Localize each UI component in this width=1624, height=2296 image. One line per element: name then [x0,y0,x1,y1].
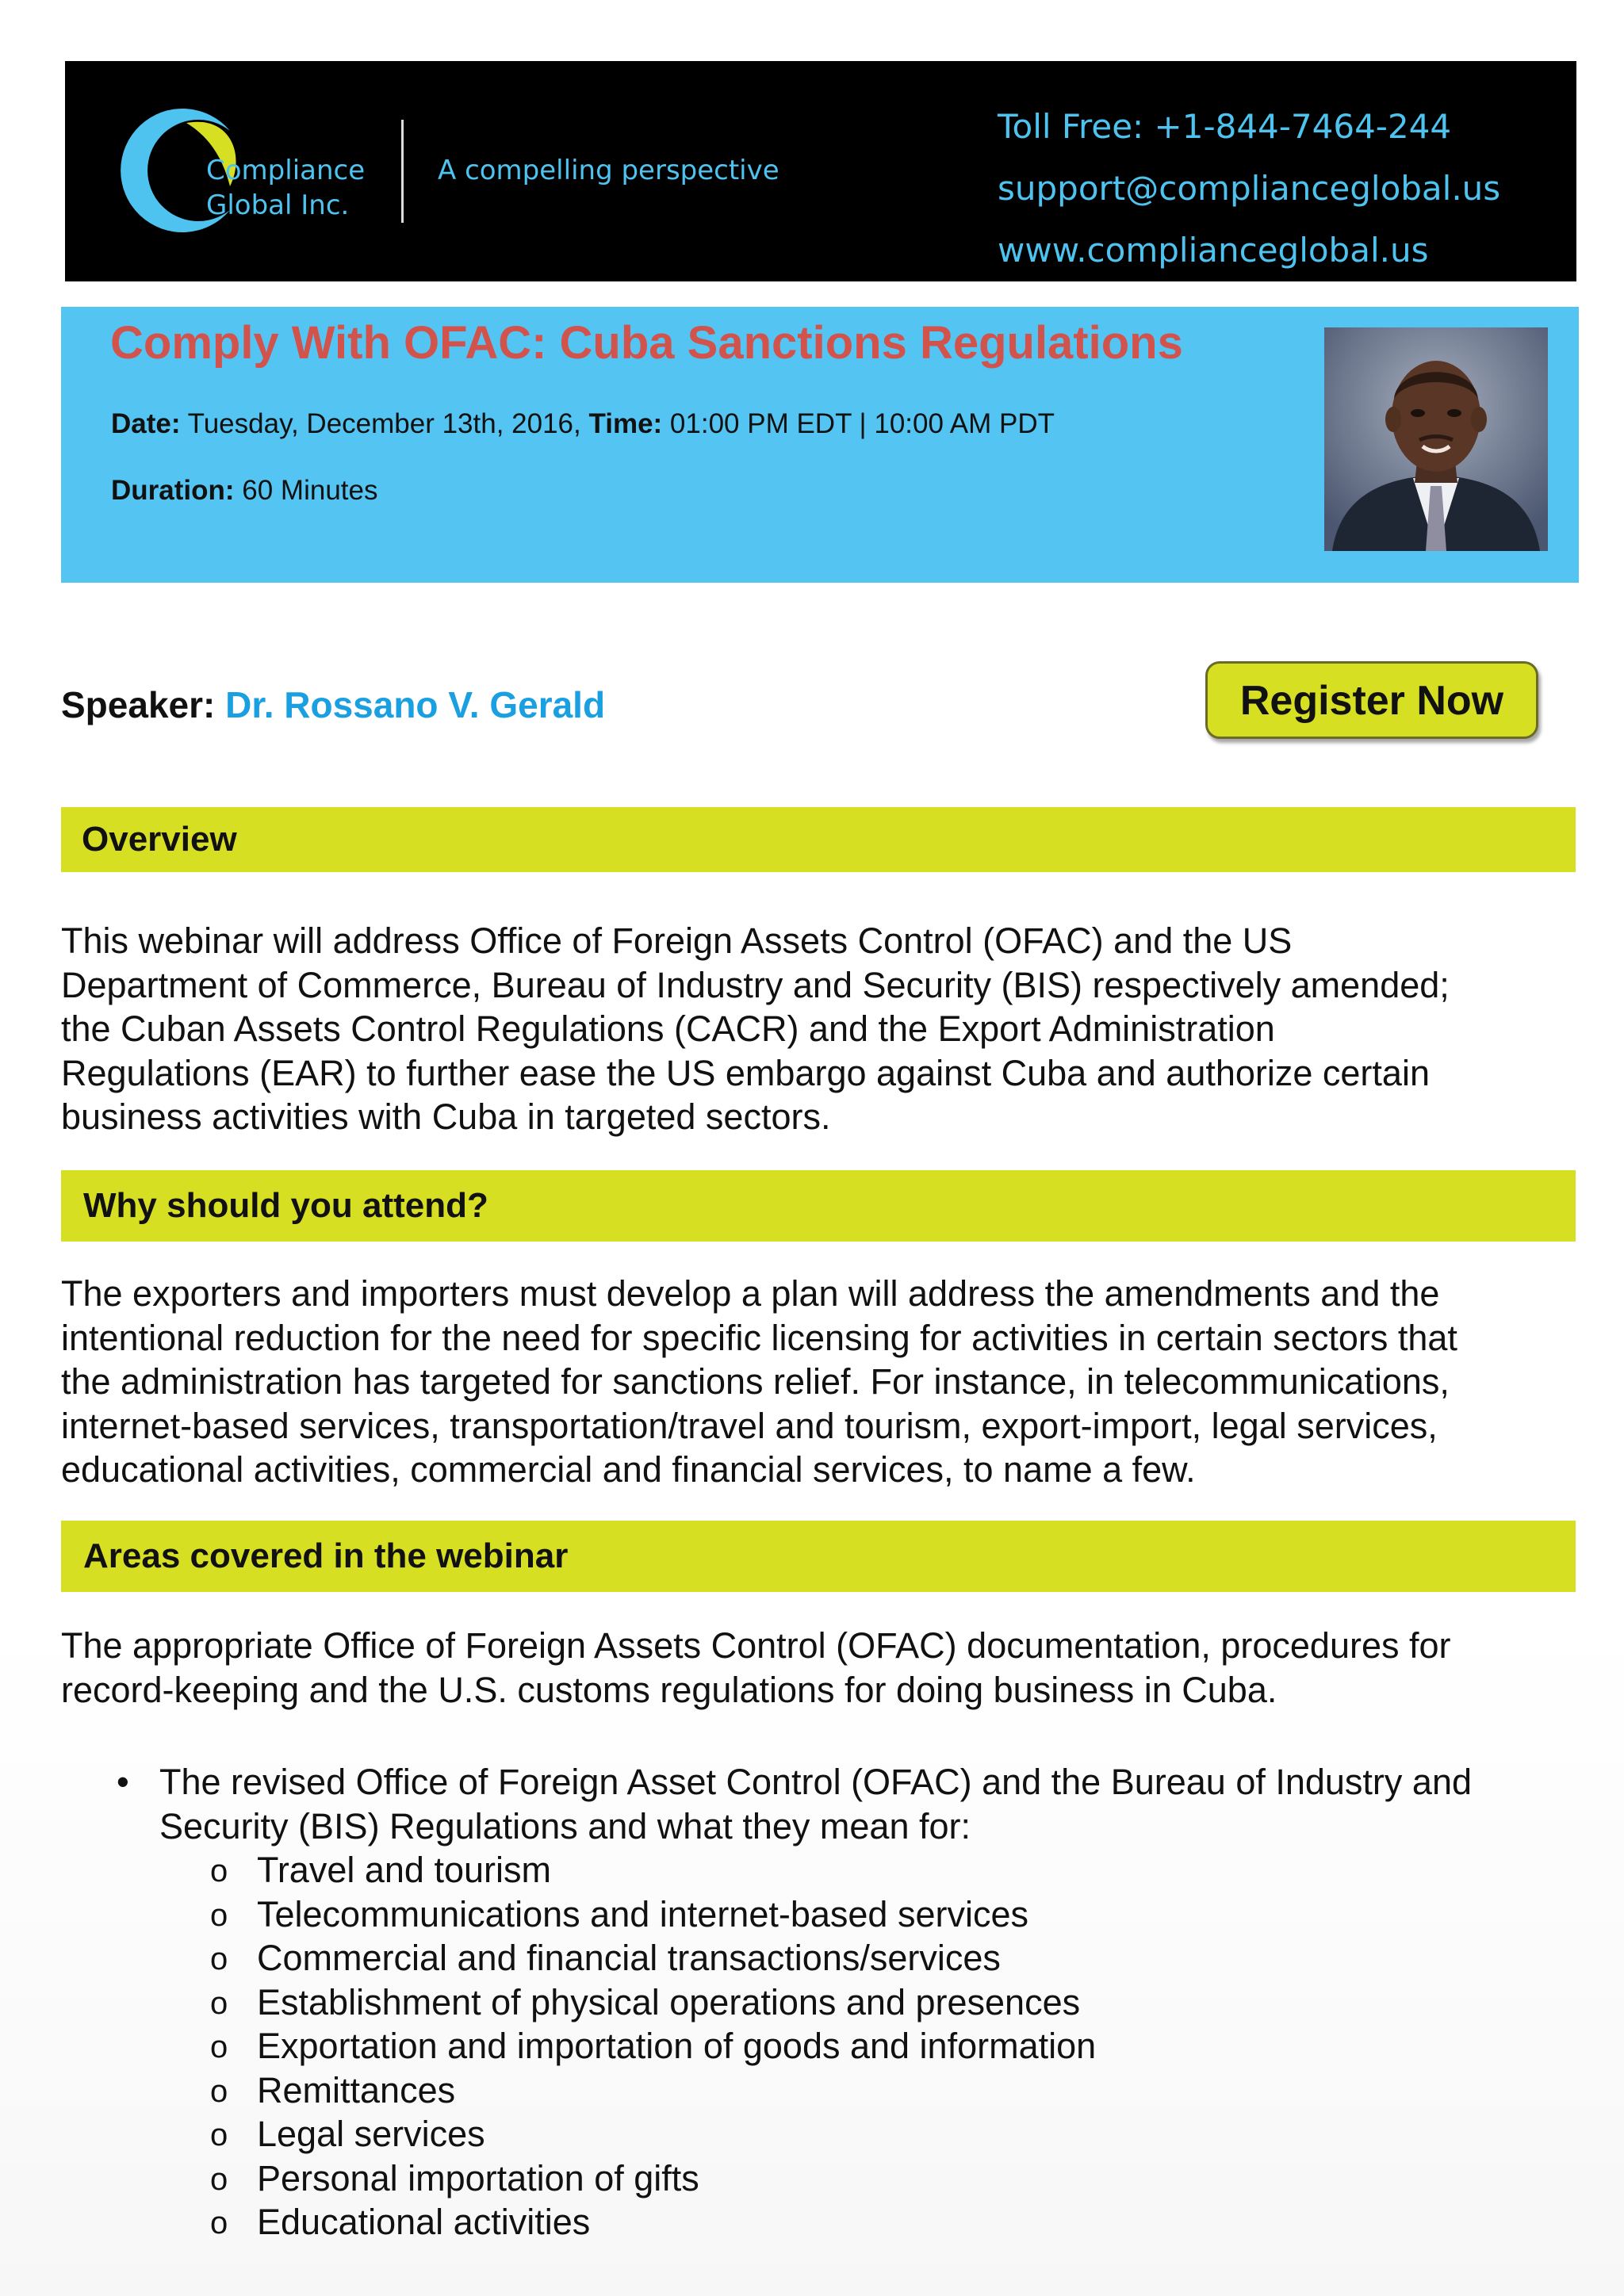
sub-marker: o [210,1942,228,1976]
sub-marker: o [210,2118,228,2152]
time-value: 01:00 PM EDT | 10:00 AM PDT [662,408,1055,439]
logo-wordmark [206,153,365,223]
register-now-button[interactable]: Register Now [1205,661,1538,739]
bullet-line: The revised Office of Foreign Asset Control (OFAC) and the Bureau of Industry and [159,1762,1473,1802]
sub-marker: o [210,1985,228,2021]
sub-item-text: Exportation and importation of goods and information [257,2026,1097,2066]
speaker-portrait-icon [1324,327,1548,551]
logo-line-1: Compliance [206,155,366,186]
sub-list [61,1848,1584,2244]
toll-free-number[interactable]: Toll Free: +1-844-7464-244 [998,107,1452,146]
overview-line: This webinar will address Office of Foreign Assets Control (OFAC) and the US [61,920,1293,961]
website-link[interactable]: www.complianceglobal.us [998,231,1429,270]
overview-line: business activities with Cuba in targeted sectors. [61,1096,831,1137]
speaker-name-link[interactable]: Dr. Rossano V. Gerald [225,684,606,725]
date-value: Tuesday, December 13th, 2016, [180,408,581,439]
list-item [61,1892,1584,1937]
sub-item-text: Telecommunications and internet-based services [257,1893,1028,1934]
list-item [61,1936,1584,1980]
overview-paragraph [61,919,1584,1139]
banner-divider [401,120,404,223]
support-email-link[interactable]: support@complianceglobal.us [998,169,1501,208]
list-item [61,2024,1584,2068]
header-banner [65,61,1576,281]
event-info-box [61,307,1579,583]
areas-covered-paragraph [61,1624,1584,1712]
speaker-label: Speaker: [61,684,216,725]
sub-item-text: Commercial and financial transactions/services [257,1938,1001,1978]
sub-item-text: Educational activities [257,2202,591,2242]
sub-item-text: Legal services [257,2114,485,2154]
list-item [61,2156,1584,2201]
why-attend-heading: Why should you attend? [61,1170,1576,1242]
areas-bullet-list [61,1760,1584,2244]
duration-value: 60 Minutes [234,475,378,506]
sub-marker: o [210,1854,228,1888]
time-label: Time: [588,408,663,439]
why-line: The exporters and importers must develop a plan will address the amendments and the [61,1273,1440,1314]
list-item [61,1980,1584,2025]
sub-item-text: Remittances [257,2069,456,2110]
sub-marker: o [210,2206,228,2241]
areas-line: The appropriate Office of Foreign Assets Control (OFAC) documentation, procedures for [61,1625,1451,1666]
list-item [61,2200,1584,2244]
overview-line: the Cuban Assets Control Regulations (CACR) and the Export Administration [61,1008,1275,1049]
date-label: Date: [111,408,181,439]
list-item [61,1760,1584,1848]
areas-covered-heading: Areas covered in the webinar [61,1521,1576,1592]
speaker-photo [1324,327,1548,551]
list-item [61,2112,1584,2156]
event-duration [111,475,377,507]
bullet-marker: • [117,1762,129,1802]
sub-item-text: Establishment of physical operations and presences [257,1981,1081,2022]
sub-item-text: Personal importation of gifts [257,2157,699,2198]
sub-marker: o [210,2161,228,2197]
contact-block [998,96,1500,281]
why-line: educational activities, commercial and financial services, to name a few. [61,1449,1196,1490]
overview-line: Department of Commerce, Bureau of Industry and Security (BIS) respectively amended; [61,964,1450,1005]
speaker-line [61,683,605,726]
sub-marker: o [210,2030,228,2064]
sub-item-text: Travel and tourism [257,1850,551,1890]
list-item [61,2068,1584,2113]
logo-line-2: Global Inc. [206,189,350,221]
overview-heading: Overview [61,807,1576,872]
event-title: Comply With OFAC: Cuba Sanctions Regulations [110,317,1183,369]
why-line: the administration has targeted for sanctions relief. For instance, in telecommunications, [61,1361,1450,1402]
bullet-line: Security (BIS) Regulations and what they mean for: [159,1805,971,1846]
why-line: intentional reduction for the need for specific licensing for activities in certain sectors that [61,1317,1457,1358]
why-line: internet-based services, transportation/travel and tourism, export-import, legal services, [61,1405,1438,1446]
list-item [61,1848,1584,1892]
duration-label: Duration: [111,475,235,506]
overview-line: Regulations (EAR) to further ease the US embargo against Cuba and authorize certain [61,1052,1430,1093]
why-attend-paragraph [61,1272,1584,1492]
event-date-time [111,408,1055,440]
tagline: A compelling perspective [438,155,779,186]
sub-marker: o [210,1897,228,1933]
sub-marker: o [210,2073,228,2109]
areas-line: record-keeping and the U.S. customs regulations for doing business in Cuba. [61,1669,1277,1710]
